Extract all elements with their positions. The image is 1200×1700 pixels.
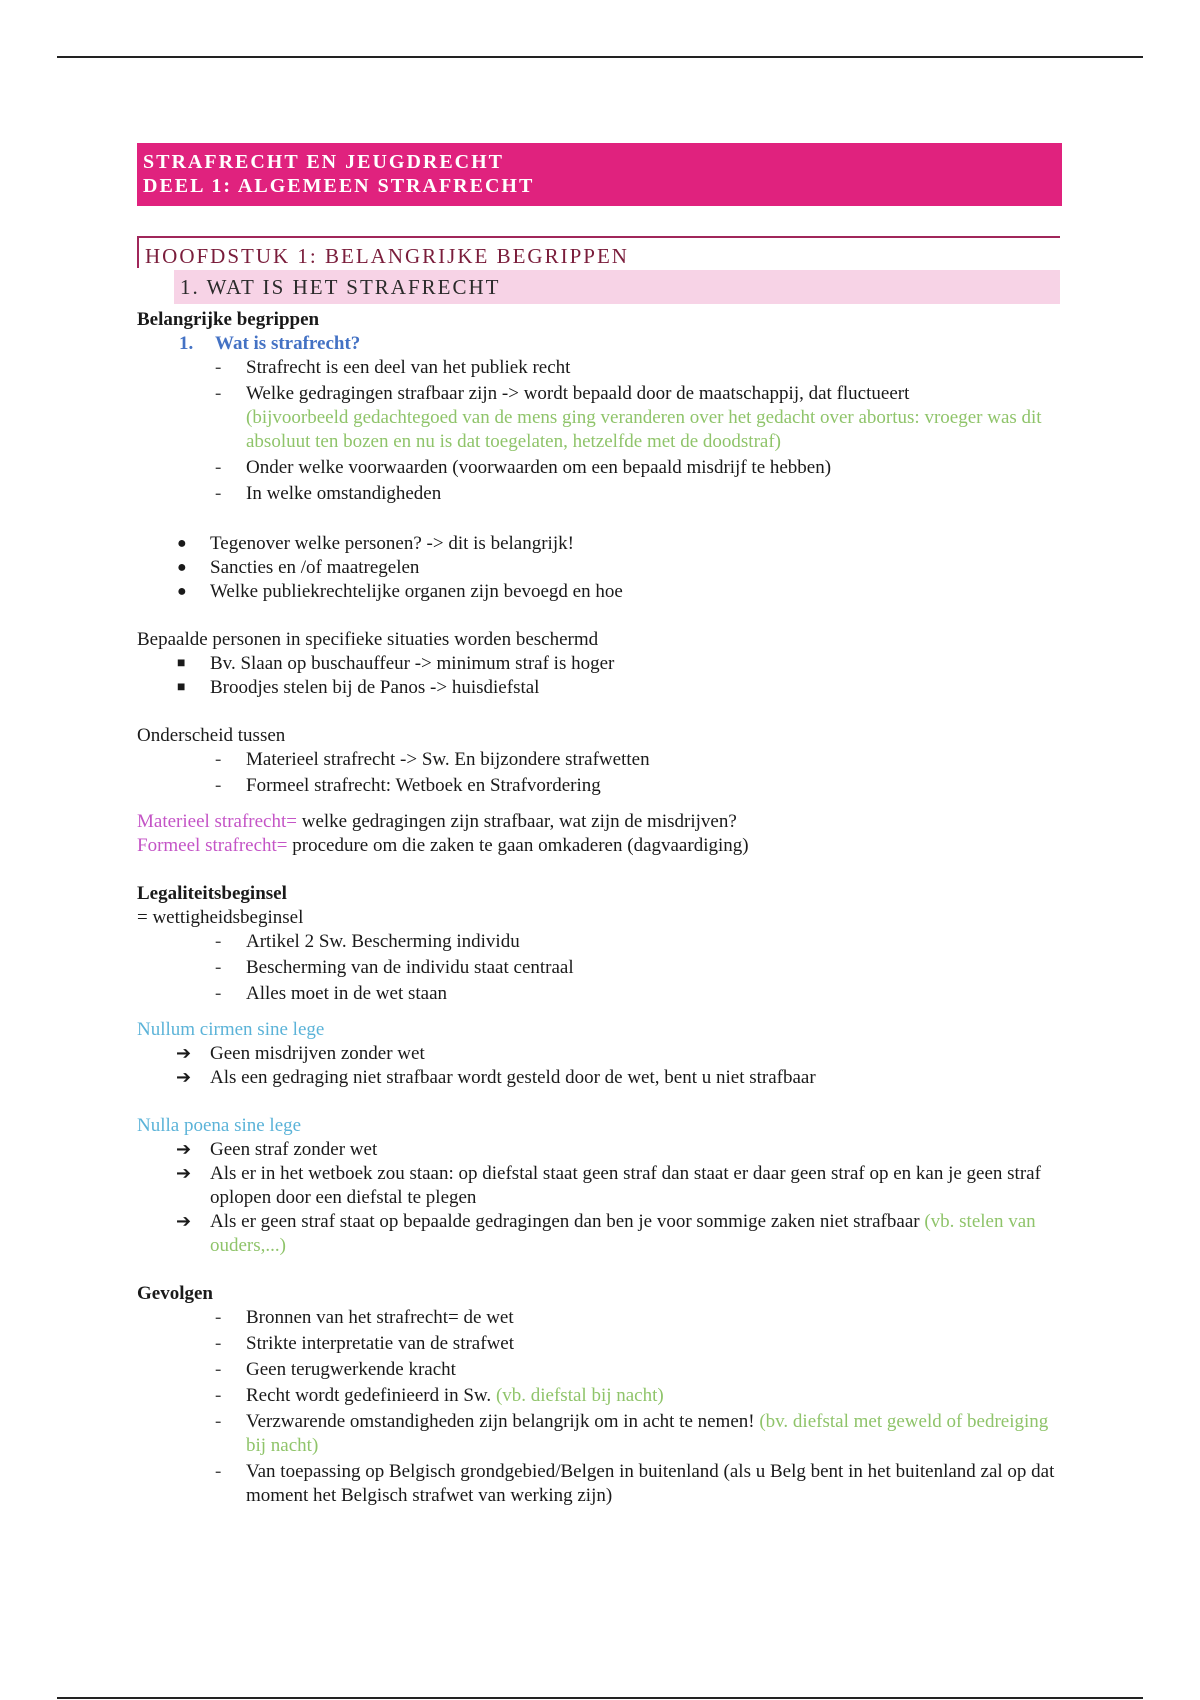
bullet-marker: ● — [177, 583, 187, 600]
banner-line-2: DEEL 1: ALGEMEEN STRAFRECHT — [143, 175, 535, 197]
definition-materieel — [137, 810, 1062, 834]
paragraph-onderscheid: Onderscheid tussen — [137, 725, 286, 746]
dash-marker: - — [215, 749, 222, 770]
dash-marker: - — [215, 1359, 222, 1380]
green-note: (bijvoorbeeld gedachtegoed van de mens ging veranderen over het gedacht over abortus: vroeger was dit absoluut ten bozen en nu is dat toegelaten, hetzelfde met de doodstraf) — [246, 407, 1042, 452]
definition-text: procedure om die zaken te gaan omkaderen (dagvaardiging) — [287, 835, 749, 856]
list-item — [137, 1138, 1062, 1162]
arrow-right-icon: ➔ — [176, 1163, 192, 1184]
list-item-text: Strikte interpretatie van de strafwet — [246, 1333, 515, 1354]
list-item-text: Verzwarende omstandigheden zijn belangrijk om in acht te nemen! — [246, 1411, 755, 1432]
definition-text: welke gedragingen zijn strafbaar, wat zijn de misdrijven? — [297, 811, 737, 832]
list-item — [137, 1210, 1062, 1258]
square-list — [137, 652, 1062, 700]
heading-nulla-poena: Nulla poena sine lege — [137, 1115, 302, 1136]
green-note: (vb. diefstal bij nacht) — [495, 1385, 664, 1406]
square-marker: ■ — [177, 656, 186, 671]
list-item-text: Geen misdrijven zonder wet — [210, 1043, 425, 1064]
green-note: (vb. stelen van ouders,...) — [210, 1211, 1036, 1256]
dash-list-4 — [137, 1306, 1062, 1508]
dash-marker: - — [215, 457, 222, 478]
list-item — [137, 1162, 1062, 1210]
list-item-text: Recht wordt gedefinieerd in Sw. — [246, 1385, 496, 1406]
paragraph-beschermd: Bepaalde personen in specifieke situaties worden beschermd — [137, 629, 599, 650]
dash-marker: - — [215, 1461, 222, 1482]
list-item-text: Bv. Slaan op buschauffeur -> minimum straf is hoger — [210, 653, 615, 674]
list-item — [137, 1066, 1062, 1090]
square-marker: ■ — [177, 680, 186, 695]
bullet-list-1 — [137, 532, 1062, 604]
list-item-text: Welke gedragingen strafbaar zijn -> wordt bepaald door de maatschappij, dat fluctueert — [246, 383, 910, 404]
arrow-right-icon: ➔ — [176, 1067, 192, 1088]
list-item-text: Artikel 2 Sw. Bescherming individu — [246, 931, 520, 952]
section-heading: 1. WAT IS HET STRAFRECHT — [174, 270, 1060, 304]
list-item — [137, 956, 1062, 980]
list-item — [137, 676, 1062, 700]
list-item — [137, 1332, 1062, 1356]
list-item-text: Broodjes stelen bij de Panos -> huisdiefstal — [210, 677, 540, 698]
dash-marker: - — [215, 1333, 222, 1354]
heading-belangrijke-begrippen: Belangrijke begrippen — [137, 309, 320, 330]
dash-list-2 — [137, 748, 1062, 798]
bullet-marker: ● — [177, 535, 187, 552]
chapter-heading: HOOFDSTUK 1: BELANGRIJKE BEGRIPPEN — [137, 236, 1060, 268]
list-item — [137, 356, 1062, 380]
dash-marker: - — [215, 1385, 222, 1406]
list-item — [137, 774, 1062, 798]
list-item-text: Tegenover welke personen? -> dit is belangrijk! — [210, 533, 574, 554]
dash-marker: - — [215, 1307, 222, 1328]
banner-line-1: STRAFRECHT EN JEUGDRECHT — [143, 151, 505, 173]
dash-marker: - — [215, 775, 222, 796]
dash-list-1 — [137, 356, 1062, 506]
bottom-page-rule — [57, 1697, 1143, 1699]
dash-list-3 — [137, 930, 1062, 1006]
list-item-text: Strafrecht is een deel van het publiek recht — [246, 357, 571, 378]
list-item — [137, 1460, 1062, 1508]
list-item-text: Alles moet in de wet staan — [246, 983, 448, 1004]
arrow-right-icon: ➔ — [176, 1139, 192, 1160]
numbered-heading — [137, 332, 1062, 356]
list-item-text: Geen terugwerkende kracht — [246, 1359, 456, 1380]
dash-marker: - — [215, 357, 222, 378]
list-item — [137, 1042, 1062, 1066]
heading-gevolgen: Gevolgen — [137, 1283, 213, 1304]
list-item — [137, 456, 1062, 480]
document-body — [137, 143, 1062, 1510]
definition-formeel — [137, 834, 1062, 858]
list-item — [137, 532, 1062, 556]
list-item — [137, 580, 1062, 604]
subheading-wettigheidsbeginsel: = wettigheidsbeginsel — [137, 907, 304, 928]
dash-marker: - — [215, 1411, 222, 1432]
numbered-heading-label: Wat is strafrecht? — [215, 333, 361, 354]
list-item — [137, 1384, 1062, 1408]
term-formeel: Formeel strafrecht= — [137, 835, 288, 856]
arrow-right-icon: ➔ — [176, 1043, 192, 1064]
numbered-heading-number: 1. — [179, 333, 194, 354]
arrow-list-2 — [137, 1138, 1062, 1258]
dash-marker: - — [215, 957, 222, 978]
heading-nullum-crimen: Nullum cirmen sine lege — [137, 1019, 325, 1040]
dash-marker: - — [215, 483, 222, 504]
list-item — [137, 1410, 1062, 1458]
list-item-text: In welke omstandigheden — [246, 483, 442, 504]
list-item-text: Sancties en /of maatregelen — [210, 557, 420, 578]
list-item — [137, 556, 1062, 580]
arrow-right-icon: ➔ — [176, 1211, 192, 1232]
list-item-text: Als er in het wetboek zou staan: op diefstal staat geen straf dan staat er daar geen straf op en kan je geen straf oplopen door een diefstal te plegen — [210, 1163, 1041, 1208]
arrow-list-1 — [137, 1042, 1062, 1090]
list-item-text: Als een gedraging niet strafbaar wordt gesteld door de wet, bent u niet strafbaar — [210, 1067, 816, 1088]
list-item-text: Geen straf zonder wet — [210, 1139, 378, 1160]
list-item — [137, 482, 1062, 506]
list-item — [137, 1358, 1062, 1382]
dash-marker: - — [215, 983, 222, 1004]
list-item-text: Van toepassing op Belgisch grondgebied/Belgen in buitenland (als u Belg bent in het buitenland zal op dat moment het Belgisch strafwet van werking zijn) — [246, 1461, 1055, 1506]
top-page-rule — [57, 56, 1143, 58]
list-item-text: Welke publiekrechtelijke organen zijn bevoegd en hoe — [210, 581, 623, 602]
list-item — [137, 652, 1062, 676]
list-item-text: Bronnen van het strafrecht= de wet — [246, 1307, 514, 1328]
green-note: (bv. diefstal met geweld of bedreiging bij nacht) — [246, 1411, 1049, 1456]
list-item — [137, 382, 1062, 454]
list-item — [137, 982, 1062, 1006]
list-item-text: Formeel strafrecht: Wetboek en Strafvordering — [246, 775, 601, 796]
heading-legaliteitsbeginsel: Legaliteitsbeginsel — [137, 883, 287, 904]
bullet-marker: ● — [177, 559, 187, 576]
list-item-text: Onder welke voorwaarden (voorwaarden om een bepaald misdrijf te hebben) — [246, 457, 832, 478]
title-banner — [137, 143, 1062, 206]
list-item — [137, 930, 1062, 954]
list-item-text: Bescherming van de individu staat centraal — [246, 957, 574, 978]
list-item — [137, 748, 1062, 772]
dash-marker: - — [215, 383, 222, 404]
list-item — [137, 1306, 1062, 1330]
dash-marker: - — [215, 931, 222, 952]
term-materieel: Materieel strafrecht= — [137, 811, 297, 832]
list-item-text: Materieel strafrecht -> Sw. En bijzondere strafwetten — [246, 749, 650, 770]
list-item-text: Als er geen straf staat op bepaalde gedragingen dan ben je voor sommige zaken niet strafbaar — [210, 1211, 920, 1232]
